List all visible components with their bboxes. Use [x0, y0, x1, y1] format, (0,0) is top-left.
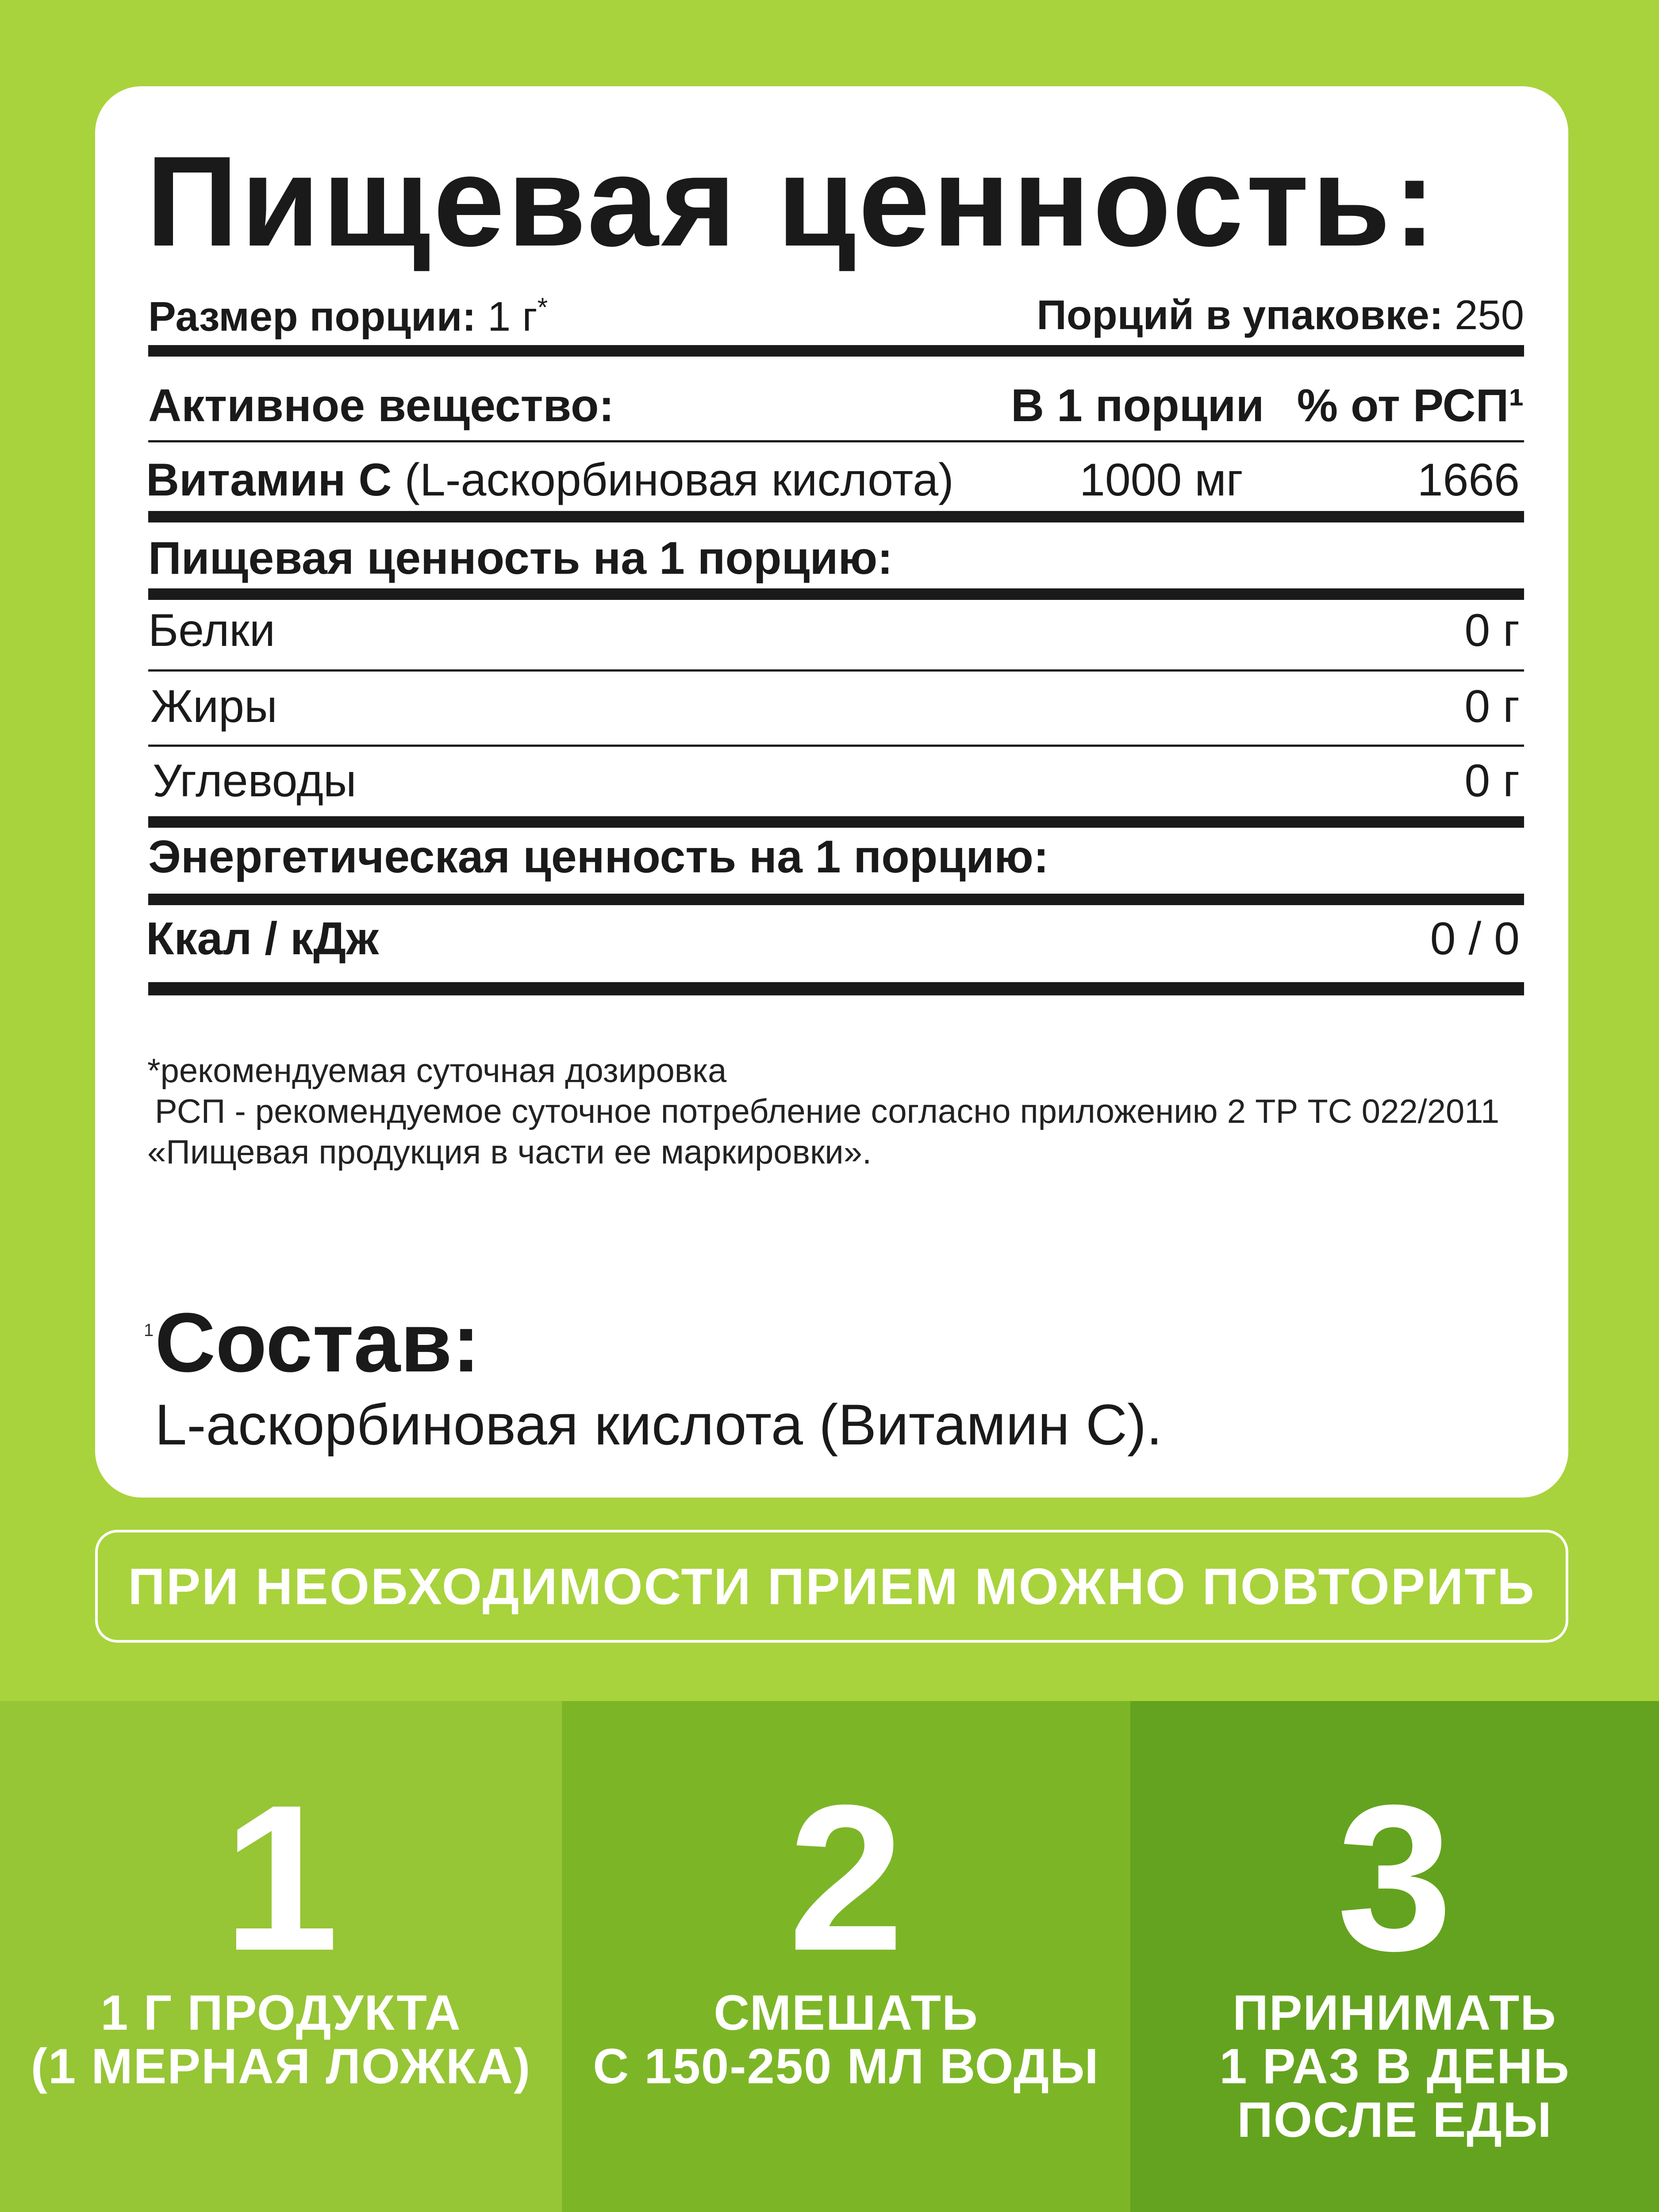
- servings-per-pack-value: 250: [1455, 292, 1524, 338]
- servings-per-pack-label: Порций в упаковке:: [1037, 292, 1444, 338]
- step-line: СМЕШАТЬ: [714, 1985, 979, 2040]
- step-line: С 150-250 МЛ ВОДЫ: [593, 2038, 1099, 2094]
- footnote-regulation: «Пищевая продукция в части ее маркировки».: [147, 1133, 872, 1171]
- step-line: (1 МЕРНАЯ ЛОЖКА): [31, 2038, 531, 2094]
- energy-value: 0 / 0: [1430, 913, 1520, 964]
- active-header-label: Активное вещество:: [148, 380, 614, 431]
- serving-size: [148, 292, 548, 340]
- servings-per-pack: [1037, 294, 1524, 336]
- divider-thin: [148, 745, 1524, 747]
- active-header-per-serving: В 1 порции: [1011, 380, 1264, 431]
- active-amount: 1000 мг: [1079, 454, 1243, 506]
- step-line: 1 Г ПРОДУКТА: [100, 1985, 461, 2040]
- divider-thin: [148, 440, 1524, 442]
- step-number: 3: [1336, 1762, 1453, 1994]
- serving-size-value: 1 г: [488, 293, 538, 340]
- step-panel-1: [0, 1701, 562, 2212]
- footnote-marker: 1: [144, 1321, 154, 1340]
- nutrient-value: 0 г: [1464, 605, 1520, 656]
- step-text: [1130, 1986, 1659, 2147]
- divider-thin: [148, 669, 1524, 672]
- step-panel-3: [1130, 1701, 1659, 2212]
- step-panel-2: [562, 1701, 1130, 2212]
- step-text: [0, 1986, 562, 2093]
- nutrient-label: Углеводы: [153, 755, 357, 806]
- step-line: 1 РАЗ В ДЕНЬ: [1219, 2038, 1570, 2094]
- nutrient-value: 0 г: [1464, 755, 1520, 806]
- divider-thick: [148, 345, 1524, 357]
- active-header-rsp: % от РСП¹: [1297, 380, 1524, 431]
- nutrient-label: Жиры: [150, 681, 277, 732]
- divider-thick: [148, 588, 1524, 600]
- serving-size-mark: *: [537, 292, 548, 322]
- step-number: 2: [788, 1762, 904, 1994]
- divider-thick: [148, 982, 1524, 995]
- step-line: ПРИНИМАТЬ: [1233, 1985, 1557, 2040]
- divider-thick: [148, 894, 1524, 905]
- vitamin-name: Витамин С: [146, 454, 392, 506]
- step-line: ПОСЛЕ ЕДЫ: [1237, 2092, 1552, 2147]
- energy-label: Ккал / кДж: [146, 913, 379, 964]
- active-substance-name: [146, 454, 954, 506]
- footnote-dosage: *рекомендуемая суточная дозировка: [147, 1052, 727, 1090]
- step-number: 1: [223, 1762, 339, 1994]
- nutrition-header: Пищевая ценность на 1 порцию:: [148, 533, 893, 584]
- energy-header: Энергетическая ценность на 1 порцию:: [148, 831, 1049, 883]
- serving-size-label: Размер порции:: [148, 293, 476, 340]
- repeat-intake-banner: ПРИ НЕОБХОДИМОСТИ ПРИЕМ МОЖНО ПОВТОРИТЬ: [95, 1530, 1568, 1643]
- step-text: [562, 1986, 1130, 2093]
- composition-text: L-аскорбиновая кислота (Витамин С).: [155, 1392, 1163, 1457]
- nutrition-facts-card: [95, 86, 1568, 1498]
- page-title: Пищевая ценность:: [146, 130, 1439, 273]
- footnote-rsp: РСП - рекомендуемое суточное потребление согласно приложению 2 ТР ТС 022/2011: [155, 1093, 1500, 1130]
- composition-title: Состав:: [155, 1296, 480, 1390]
- active-rsp-value: 1666: [1417, 454, 1520, 506]
- divider-thick: [148, 511, 1524, 522]
- vitamin-source: (L-аскорбиновая кислота): [404, 454, 954, 506]
- nutrient-label: Белки: [148, 605, 275, 656]
- divider-thick: [148, 816, 1524, 828]
- nutrient-value: 0 г: [1464, 681, 1520, 732]
